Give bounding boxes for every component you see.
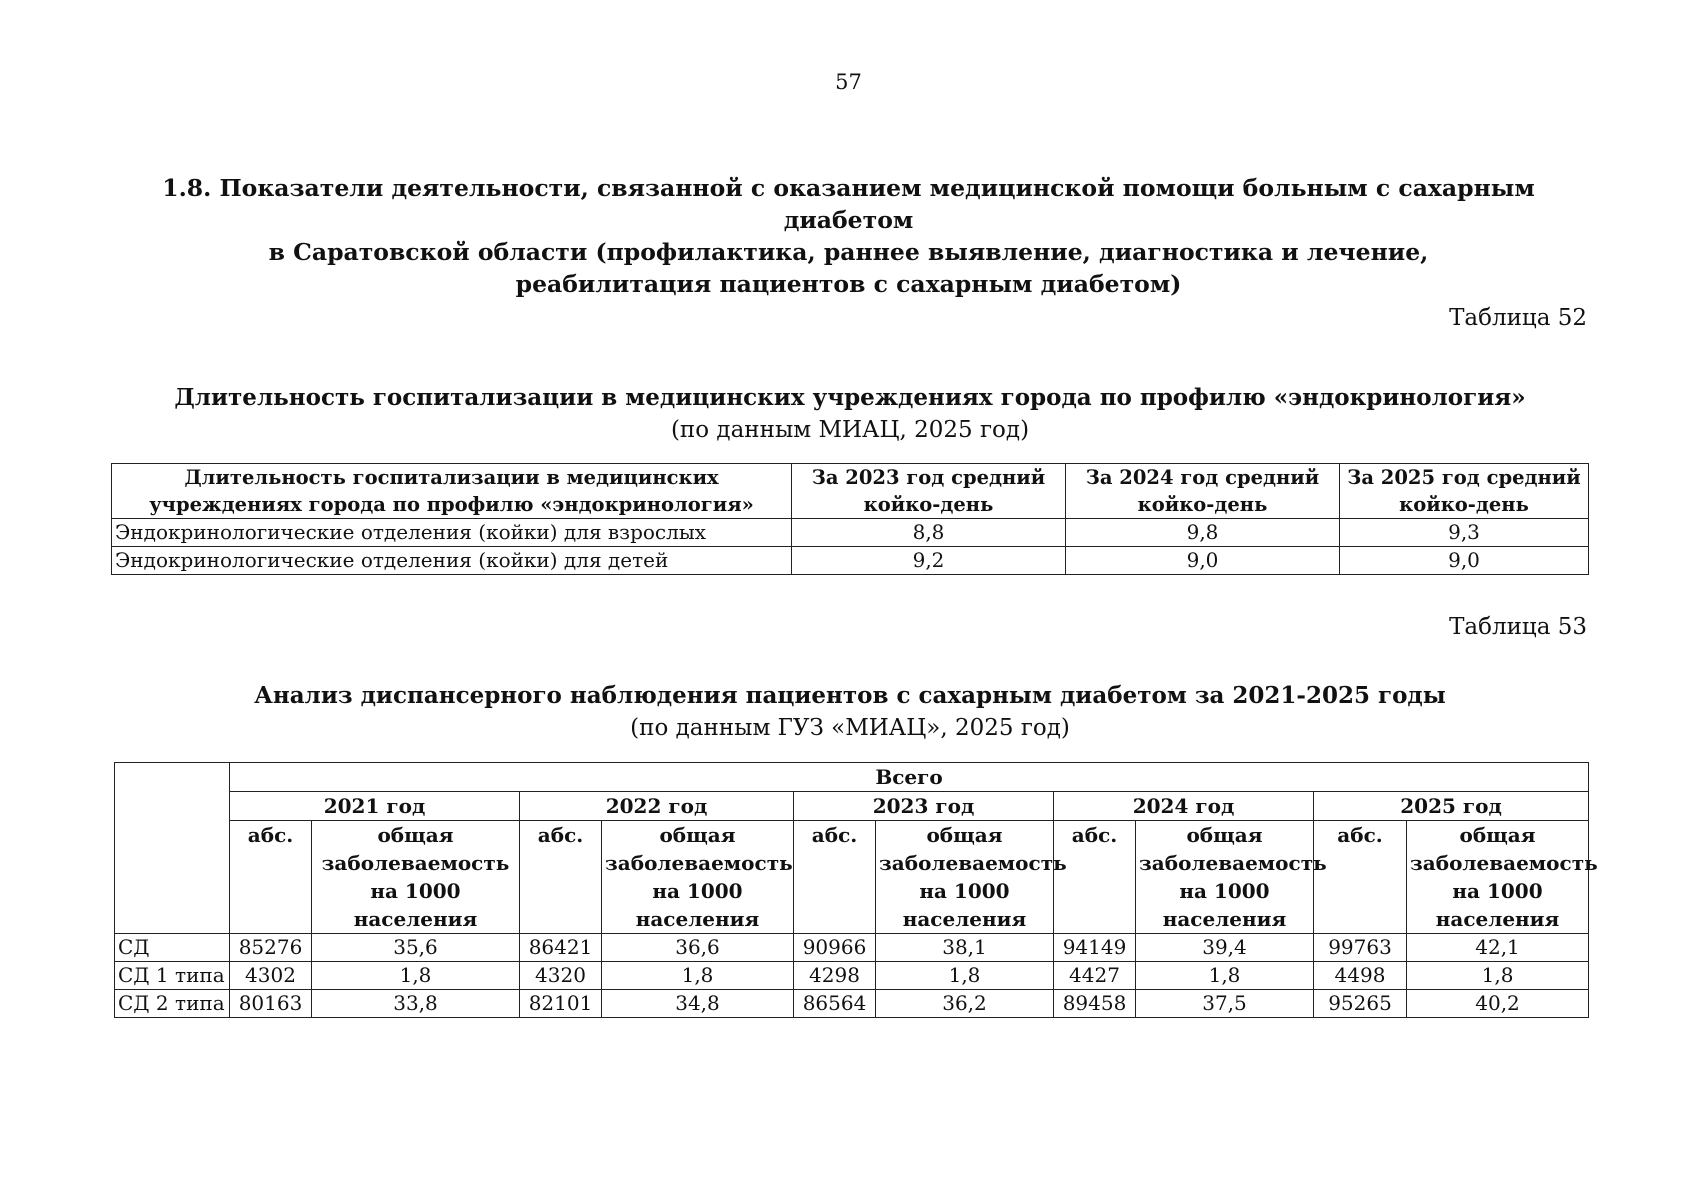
- table-cell: 4498: [1314, 962, 1407, 990]
- table-cell: 95265: [1314, 990, 1407, 1018]
- table-53-row-label: СД 2 типа: [115, 990, 230, 1018]
- table-cell: 8,8: [792, 519, 1066, 547]
- table-cell: 1,8: [312, 962, 520, 990]
- table-cell: 86421: [520, 934, 602, 962]
- year-header: 2023 год: [794, 792, 1054, 821]
- abs-header: абс.: [1054, 821, 1136, 934]
- abs-header: абс.: [1314, 821, 1407, 934]
- table-53-row-label: СД: [115, 934, 230, 962]
- table-cell: 1,8: [602, 962, 794, 990]
- table-cell: 4302: [230, 962, 312, 990]
- table-53-caption: [110, 680, 1590, 744]
- table-cell: 94149: [1054, 934, 1136, 962]
- table-52-header-cell: Длительность госпитализации в медицинских учреждениях города по профилю «эндокринология»: [112, 464, 792, 519]
- table-row: [112, 519, 1589, 547]
- table-cell: 9,3: [1340, 519, 1589, 547]
- year-header: 2022 год: [520, 792, 794, 821]
- abs-header: абс.: [520, 821, 602, 934]
- table-row: [115, 990, 1589, 1018]
- table-row: [115, 962, 1589, 990]
- table-cell: 1,8: [1136, 962, 1314, 990]
- table-52-subtitle: (по данным МИАЦ, 2025 год): [670, 417, 1030, 443]
- table-cell: 86564: [794, 990, 876, 1018]
- table-53: [114, 762, 1598, 1018]
- rate-header: общая заболеваемость на 1000 населения: [876, 821, 1054, 934]
- section-title: [120, 172, 1577, 300]
- table-cell: 9,0: [1340, 547, 1589, 575]
- table-53-year-header-row: [115, 792, 1589, 821]
- year-header: 2025 год: [1314, 792, 1589, 821]
- table-52-row-label: Эндокринологические отделения (койки) для детей: [112, 547, 792, 575]
- table-cell: 38,1: [876, 934, 1054, 962]
- year-header: 2021 год: [230, 792, 520, 821]
- table-cell: 37,5: [1136, 990, 1314, 1018]
- table-cell: 80163: [230, 990, 312, 1018]
- table-cell: 39,4: [1136, 934, 1314, 962]
- abs-header: абс.: [794, 821, 876, 934]
- table-52-row-label: Эндокринологические отделения (койки) для взрослых: [112, 519, 792, 547]
- table-cell: 99763: [1314, 934, 1407, 962]
- table-cell: 40,2: [1407, 990, 1589, 1018]
- section-title-line-2: в Саратовской области (профилактика, раннее выявление, диагностика и лечение,: [268, 238, 1429, 266]
- table-cell: 4298: [794, 962, 876, 990]
- table-53-subheader-row: [115, 821, 1589, 934]
- table-53-group-header: Всего: [230, 763, 1589, 792]
- table-row: [112, 547, 1589, 575]
- table-cell: 82101: [520, 990, 602, 1018]
- rate-header: общая заболеваемость на 1000 населения: [602, 821, 794, 934]
- table-53-corner-cell: [115, 763, 230, 934]
- table-52: [111, 463, 1589, 575]
- table-cell: 85276: [230, 934, 312, 962]
- table-cell: 35,6: [312, 934, 520, 962]
- table-52-header-row: [112, 464, 1589, 519]
- section-title-line-1: 1.8. Показатели деятельности, связанной с оказанием медицинской помощи больным с сахарным диабетом: [162, 174, 1535, 234]
- table-52-label: Таблица 52: [1449, 305, 1587, 331]
- abs-header: абс.: [230, 821, 312, 934]
- table-cell: 1,8: [1407, 962, 1589, 990]
- table-cell: 33,8: [312, 990, 520, 1018]
- table-cell: 4320: [520, 962, 602, 990]
- table-cell: 36,2: [876, 990, 1054, 1018]
- table-52-header-cell: За 2024 год средний койко-день: [1066, 464, 1340, 519]
- table-53-subtitle: (по данным ГУЗ «МИАЦ», 2025 год): [630, 715, 1070, 741]
- table-cell: 42,1: [1407, 934, 1589, 962]
- table-52-header-cell: За 2023 год средний койко-день: [792, 464, 1066, 519]
- year-header: 2024 год: [1054, 792, 1314, 821]
- table-cell: 36,6: [602, 934, 794, 962]
- table-cell: 9,8: [1066, 519, 1340, 547]
- rate-header: общая заболеваемость на 1000 населения: [312, 821, 520, 934]
- table-cell: 1,8: [876, 962, 1054, 990]
- rate-header: общая заболеваемость на 1000 населения: [1136, 821, 1314, 934]
- table-53-group-header-row: [115, 763, 1589, 792]
- table-cell: 9,0: [1066, 547, 1340, 575]
- table-53-title: Анализ диспансерного наблюдения пациентов с сахарным диабетом за 2021-2025 годы: [254, 682, 1446, 709]
- table-53-label: Таблица 53: [1449, 614, 1587, 640]
- table-52-header-cell: За 2025 год средний койко-день: [1340, 464, 1589, 519]
- table-cell: 90966: [794, 934, 876, 962]
- table-52-caption: [110, 382, 1590, 446]
- table-cell: 9,2: [792, 547, 1066, 575]
- table-cell: 34,8: [602, 990, 794, 1018]
- table-row: [115, 934, 1589, 962]
- rate-header: общая заболеваемость на 1000 населения: [1407, 821, 1589, 934]
- page-number: 57: [835, 70, 862, 94]
- table-cell: 89458: [1054, 990, 1136, 1018]
- table-52-title: Длительность госпитализации в медицинских учреждениях города по профилю «эндокринология»: [174, 384, 1526, 411]
- section-title-line-3: реабилитация пациентов с сахарным диабетом): [515, 270, 1182, 298]
- table-53-row-label: СД 1 типа: [115, 962, 230, 990]
- table-cell: 4427: [1054, 962, 1136, 990]
